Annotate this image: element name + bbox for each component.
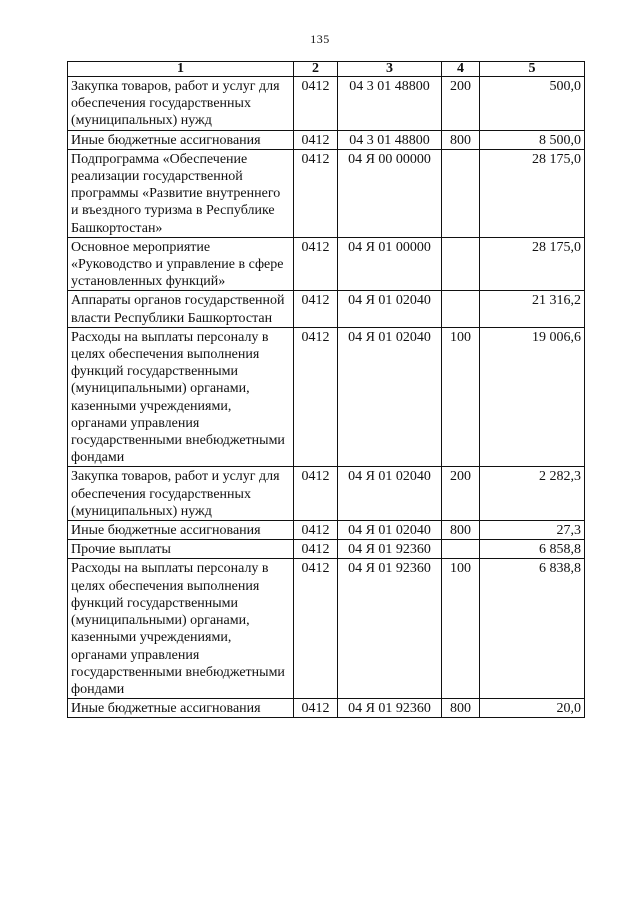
row-name: Аппараты органов государственной власти Республики Башкортостан	[68, 291, 294, 327]
row-name: Закупка товаров, работ и услуг для обеспечения государственных (муниципальных) нужд	[68, 77, 294, 131]
row-amount: 8 500,0	[480, 130, 585, 149]
row-target-article: 04 3 01 48800	[338, 77, 442, 131]
row-name: Основное мероприятие «Руководство и управление в сфере установленных функций»	[68, 237, 294, 291]
row-name: Прочие выплаты	[68, 540, 294, 559]
row-amount: 19 006,6	[480, 327, 585, 467]
table-row	[68, 149, 585, 237]
header-expense-type: 4	[442, 62, 480, 77]
row-expense-type: 100	[442, 327, 480, 467]
row-target-article: 04 Я 01 02040	[338, 521, 442, 540]
table-row	[68, 467, 585, 521]
row-name: Иные бюджетные ассигнования	[68, 699, 294, 718]
table-row	[68, 130, 585, 149]
table-row	[68, 327, 585, 467]
row-expense-type: 800	[442, 521, 480, 540]
row-expense-type: 800	[442, 699, 480, 718]
row-name: Подпрограмма «Обеспечение реализации государственной программы «Развитие внутреннего и въездного туризма в Республике Башкортостан»	[68, 149, 294, 237]
row-section: 0412	[294, 130, 338, 149]
row-name: Расходы на выплаты персоналу в целях обеспечения выполнения функций государственными (муниципальными) органами, казенными учреждениями, органами управления государственными внебюджетными фондами	[68, 559, 294, 699]
table-row	[68, 559, 585, 699]
row-section: 0412	[294, 699, 338, 718]
table-row	[68, 521, 585, 540]
header-amount: 5	[480, 62, 585, 77]
row-name: Иные бюджетные ассигнования	[68, 130, 294, 149]
row-expense-type: 800	[442, 130, 480, 149]
row-amount: 500,0	[480, 77, 585, 131]
row-expense-type	[442, 237, 480, 291]
header-name: 1	[68, 62, 294, 77]
row-expense-type	[442, 291, 480, 327]
row-section: 0412	[294, 291, 338, 327]
row-section: 0412	[294, 77, 338, 131]
row-expense-type: 200	[442, 77, 480, 131]
row-name: Закупка товаров, работ и услуг для обеспечения государственных (муниципальных) нужд	[68, 467, 294, 521]
row-section: 0412	[294, 327, 338, 467]
header-target-article: 3	[338, 62, 442, 77]
row-expense-type	[442, 149, 480, 237]
row-target-article: 04 Я 01 02040	[338, 467, 442, 521]
row-amount: 27,3	[480, 521, 585, 540]
row-expense-type	[442, 540, 480, 559]
row-target-article: 04 Я 01 00000	[338, 237, 442, 291]
row-target-article: 04 Я 01 92360	[338, 540, 442, 559]
row-expense-type: 200	[442, 467, 480, 521]
row-section: 0412	[294, 237, 338, 291]
row-amount: 28 175,0	[480, 149, 585, 237]
row-amount: 6 838,8	[480, 559, 585, 699]
row-expense-type: 100	[442, 559, 480, 699]
row-amount: 2 282,3	[480, 467, 585, 521]
row-section: 0412	[294, 521, 338, 540]
table-row	[68, 77, 585, 131]
row-target-article: 04 Я 00 00000	[338, 149, 442, 237]
row-name: Расходы на выплаты персоналу в целях обеспечения выполнения функций государственными (муниципальными) органами, казенными учреждениями, органами управления государственными внебюджетными фондами	[68, 327, 294, 467]
row-section: 0412	[294, 559, 338, 699]
header-section: 2	[294, 62, 338, 77]
row-target-article: 04 Я 01 92360	[338, 699, 442, 718]
header-row	[68, 62, 585, 77]
row-section: 0412	[294, 149, 338, 237]
row-amount: 6 858,8	[480, 540, 585, 559]
table-row	[68, 699, 585, 718]
row-amount: 21 316,2	[480, 291, 585, 327]
row-target-article: 04 Я 01 92360	[338, 559, 442, 699]
row-section: 0412	[294, 540, 338, 559]
table-row	[68, 540, 585, 559]
row-amount: 20,0	[480, 699, 585, 718]
row-target-article: 04 Я 01 02040	[338, 291, 442, 327]
budget-table	[67, 61, 585, 718]
row-section: 0412	[294, 467, 338, 521]
table-row	[68, 291, 585, 327]
row-target-article: 04 3 01 48800	[338, 130, 442, 149]
page-number: 135	[310, 32, 330, 46]
row-amount: 28 175,0	[480, 237, 585, 291]
table-row	[68, 237, 585, 291]
row-target-article: 04 Я 01 02040	[338, 327, 442, 467]
row-name: Иные бюджетные ассигнования	[68, 521, 294, 540]
table-body	[68, 77, 585, 718]
